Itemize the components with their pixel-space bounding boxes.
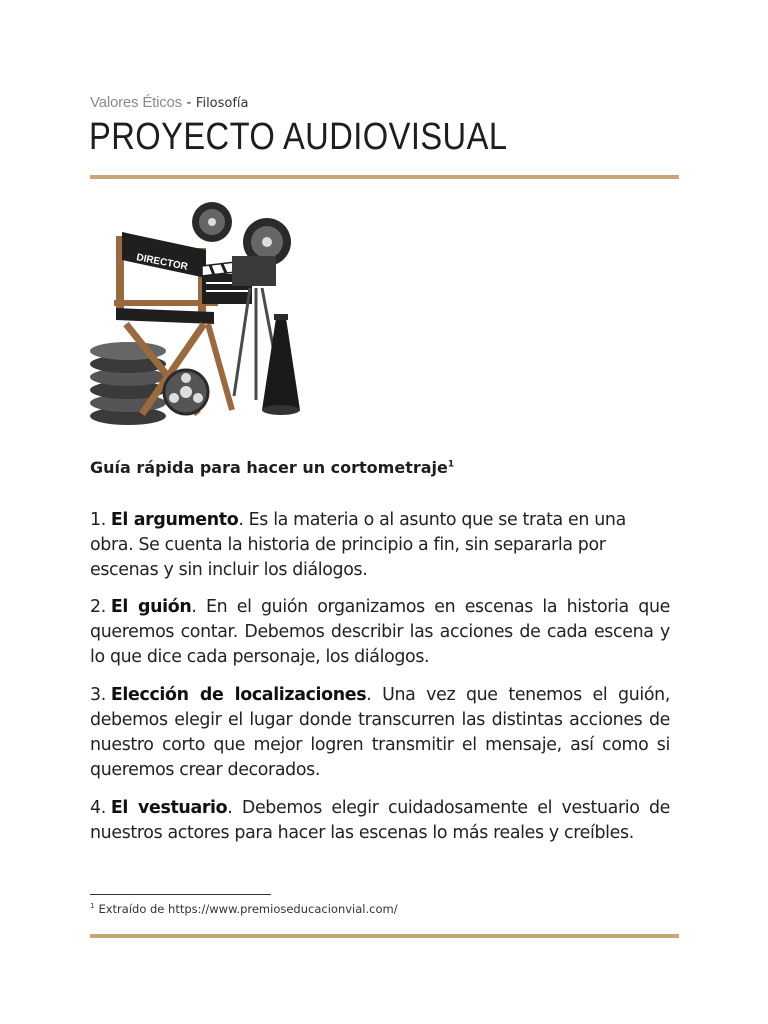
item-term: Elección de localizaciones <box>110 685 367 705</box>
footnote <box>90 902 398 916</box>
item-number: 4. <box>90 798 106 818</box>
item-text: . Es la materia o al asunto que se trata en una obra. Se cuenta la historia de principio a fin, sin separarla por escenas y sin incluir los diálogos. <box>90 510 626 580</box>
chair-leg <box>208 324 232 410</box>
document-subheader <box>90 94 249 111</box>
bottom-divider <box>90 934 679 938</box>
item-term: El argumento <box>110 510 239 530</box>
guide-item-argument <box>90 508 670 583</box>
footnote-reference: 1 <box>447 459 455 470</box>
guide-heading-text: Guía rápida para hacer un cortometraje <box>90 458 448 477</box>
camera-body <box>232 256 276 286</box>
subject-label: Filosofía <box>195 96 249 111</box>
category-label: Valores Éticos <box>90 94 182 111</box>
page-title: PROYECTO AUDIOVISUAL <box>89 116 508 158</box>
chair-backrest <box>122 232 206 278</box>
item-text: . Una vez que tenemos el guión, debemos elegir el lugar donde transcurren las distintas acciones de nuestro corto que mejor logren transmitir el mensaje, así como si queremos crear decorados. <box>90 685 670 780</box>
item-text: . Debemos elegir cuidadosamente el vestuario de nuestros actores para hacer las escenas lo más reales y creíbles. <box>90 798 671 843</box>
guide-heading <box>90 458 454 477</box>
projector-reel-icon <box>192 202 232 242</box>
top-divider <box>90 175 679 179</box>
tripod-leg <box>234 288 250 396</box>
footnote-marker: 1 <box>90 902 95 911</box>
footnote-text: Extraído de https://www.premioseducacionvial.com/ <box>98 902 398 916</box>
item-number: 3. <box>90 685 106 705</box>
director-chair-film-projector-icon <box>86 196 310 434</box>
guide-item-locations <box>90 683 670 783</box>
item-number: 1. <box>90 510 106 530</box>
item-text: . En el guión organizamos en escenas la historia que queremos contar. Debemos describir las acciones de cada escena y lo que dice cada personaje, los diálogos. <box>90 597 670 667</box>
megaphone-icon <box>262 314 300 415</box>
item-term: El vestuario <box>110 798 228 818</box>
guide-item-script <box>90 595 670 670</box>
chair-backrest-text: DIRECTOR <box>135 252 189 273</box>
footnote-divider <box>90 894 271 895</box>
film-reel-icon <box>164 370 208 414</box>
guide-item-costumes <box>90 796 670 846</box>
item-term: El guión <box>110 597 192 617</box>
subheader-separator: - <box>181 95 196 111</box>
item-number: 2. <box>90 597 106 617</box>
